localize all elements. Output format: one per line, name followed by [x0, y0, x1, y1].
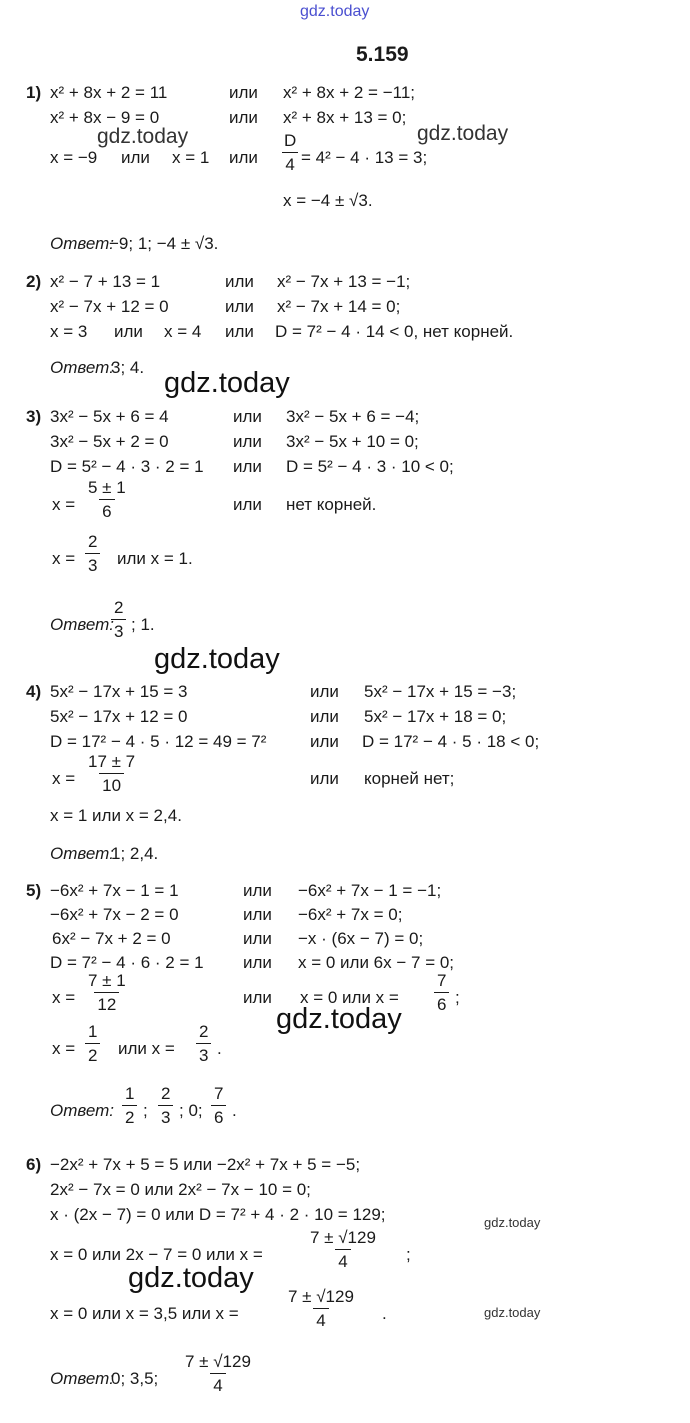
equation: D = 17² − 4 · 5 · 12 = 49 = 7² [50, 732, 267, 751]
or-word: или [229, 148, 258, 167]
equation: 5x² − 17x + 15 = −3; [364, 682, 517, 701]
fraction [85, 479, 129, 520]
fraction [182, 1353, 254, 1394]
or-word: или [310, 707, 339, 726]
equation: x = 0 или x = 3,5 или x = [50, 1304, 239, 1323]
fraction [85, 972, 129, 1013]
equation: или x = [118, 1039, 175, 1058]
numerator: 7 ± 1 [88, 971, 126, 990]
equation: 5x² − 17x + 15 = 3 [50, 682, 188, 701]
or-word: или [233, 495, 262, 514]
fraction [285, 1288, 357, 1329]
fraction [307, 1229, 379, 1270]
equation: D = 5² − 4 · 3 · 2 = 1 [50, 457, 204, 476]
watermark: gdz.today [164, 367, 290, 399]
denominator: 3 [111, 619, 126, 640]
numerator: 1 [125, 1084, 135, 1103]
equation: x = [52, 988, 76, 1007]
answer: . [232, 1101, 237, 1120]
numerator: 2 [88, 532, 98, 551]
part-number: 2) [26, 272, 42, 291]
equation: x = 0 или x = [300, 988, 399, 1007]
numerator: 1 [88, 1022, 98, 1041]
part-number: 4) [26, 682, 42, 701]
equation: x² − 7x + 13 = −1; [277, 272, 411, 291]
denominator: 2 [85, 1043, 100, 1064]
denominator: 3 [85, 553, 100, 574]
or-word: или [225, 272, 254, 291]
denominator: 4 [313, 1308, 328, 1329]
fraction [158, 1085, 173, 1126]
numerator: 2 [199, 1022, 209, 1041]
denominator: 4 [210, 1373, 225, 1394]
fraction [85, 533, 100, 574]
or-word: или [233, 432, 262, 451]
equation: = 4² − 4 · 13 = 3; [301, 148, 428, 167]
fraction [122, 1085, 137, 1126]
equation: x² + 8x − 9 = 0 [50, 108, 160, 127]
answer-label: Ответ: [50, 1369, 115, 1388]
watermark: gdz.today [484, 1215, 541, 1230]
denominator: 3 [196, 1043, 211, 1064]
equation: x = −4 ± √3. [283, 191, 373, 210]
equation: ; [406, 1245, 411, 1264]
equation: x² − 7 + 13 = 1 [50, 272, 161, 291]
equation: 5x² − 17x + 18 = 0; [364, 707, 507, 726]
answer: 3; 4. [111, 358, 145, 377]
equation: x² − 7x + 14 = 0; [277, 297, 401, 316]
watermark: gdz.today [97, 125, 189, 148]
equation: x = 1 [172, 148, 210, 167]
equation: −6x² + 7x − 1 = −1; [298, 881, 442, 900]
or-word: или [114, 322, 143, 341]
denominator: 12 [94, 992, 119, 1013]
equation: −6x² + 7x − 2 = 0 [50, 905, 179, 924]
watermark: gdz.today [154, 643, 280, 675]
equation: x = 4 [164, 322, 202, 341]
or-word: или [243, 881, 272, 900]
equation: x = 0 или 2x − 7 = 0 или x = [50, 1245, 263, 1264]
equation: 2x² − 7x = 0 или 2x² − 7x − 10 = 0; [50, 1180, 311, 1199]
or-word: или [225, 322, 254, 341]
denominator: 4 [335, 1249, 350, 1270]
numerator: 2 [114, 598, 124, 617]
equation: корней нет; [364, 769, 455, 788]
equation: ; [455, 988, 460, 1007]
equation: −x · (6x − 7) = 0; [298, 929, 424, 948]
equation: . [382, 1304, 387, 1323]
equation: D = 7² − 4 · 14 < 0, нет корней. [275, 322, 514, 341]
equation: 3x² − 5x + 6 = 4 [50, 407, 169, 426]
equation: x² + 8x + 13 = 0; [283, 108, 407, 127]
equation: x = [52, 495, 76, 514]
numerator: 17 ± 7 [88, 752, 136, 771]
fraction [85, 1023, 100, 1064]
denominator: 2 [122, 1105, 137, 1126]
equation: x² + 8x + 2 = −11; [283, 83, 415, 102]
answer: ; 0; [179, 1101, 203, 1120]
or-word: или [310, 682, 339, 701]
numerator: 7 [437, 971, 447, 990]
equation: x = 3 [50, 322, 88, 341]
denominator: 3 [158, 1105, 173, 1126]
equation: x = [52, 769, 76, 788]
part-number: 5) [26, 881, 42, 900]
answer-label: Ответ: [50, 844, 115, 863]
equation: x = 0 или 6x − 7 = 0; [298, 953, 455, 972]
equation: нет корней. [286, 495, 377, 514]
or-word: или [229, 83, 258, 102]
equation: x = [52, 1039, 76, 1058]
part-number: 1) [26, 83, 42, 102]
or-word: или [233, 407, 262, 426]
fraction [111, 599, 126, 640]
equation: 3x² − 5x + 6 = −4; [286, 407, 420, 426]
equation: 3x² − 5x + 2 = 0 [50, 432, 169, 451]
equation: или x = 1. [117, 549, 193, 568]
denominator: 4 [282, 152, 297, 173]
equation: 5x² − 17x + 12 = 0 [50, 707, 188, 726]
part-number: 6) [26, 1155, 42, 1174]
equation: x = [52, 549, 76, 568]
equation: x · (2x − 7) = 0 или D = 7² + 4 · 2 · 10 = 129; [50, 1205, 386, 1224]
equation: x = −9 [50, 148, 98, 167]
numerator: 5 ± 1 [88, 478, 126, 497]
fraction [281, 132, 299, 173]
numerator: 7 ± √129 [185, 1352, 251, 1371]
or-word: или [310, 769, 339, 788]
answer: 1; 2,4. [111, 844, 159, 863]
numerator: 7 ± √129 [288, 1287, 354, 1306]
equation: −6x² + 7x = 0; [298, 905, 403, 924]
equation: 6x² − 7x + 2 = 0 [52, 929, 171, 948]
problem-number: 5.159 [356, 43, 409, 66]
watermark: gdz.today [417, 122, 509, 145]
equation: −6x² + 7x − 1 = 1 [50, 881, 179, 900]
answer: 0; 3,5; [111, 1369, 159, 1388]
watermark-top: gdz.today [300, 3, 370, 20]
or-word: или [233, 457, 262, 476]
answer: ; 1. [131, 615, 155, 634]
numerator: D [284, 131, 297, 150]
denominator: 6 [99, 499, 114, 520]
or-word: или [243, 988, 272, 1007]
numerator: 7 [214, 1084, 224, 1103]
equation: −2x² + 7x + 5 = 5 или −2x² + 7x + 5 = −5; [50, 1155, 361, 1174]
fraction [85, 753, 138, 794]
answer-label: Ответ: [50, 358, 115, 377]
fraction [196, 1023, 211, 1064]
answer-label: Ответ: [50, 615, 115, 634]
or-word: или [121, 148, 150, 167]
or-word: или [243, 953, 272, 972]
equation: D = 7² − 4 · 6 · 2 = 1 [50, 953, 204, 972]
equation: x² + 8x + 2 = 11 [50, 83, 168, 102]
or-word: или [243, 929, 272, 948]
denominator: 10 [99, 773, 124, 794]
equation: D = 5² − 4 · 3 · 10 < 0; [286, 457, 454, 476]
equation: D = 17² − 4 · 5 · 18 < 0; [362, 732, 540, 751]
or-word: или [229, 108, 258, 127]
part-number: 3) [26, 407, 42, 426]
watermark: gdz.today [128, 1262, 254, 1294]
or-word: или [243, 905, 272, 924]
equation: x² − 7x + 12 = 0 [50, 297, 169, 316]
or-word: или [225, 297, 254, 316]
answer: ; [143, 1101, 148, 1120]
equation: . [217, 1039, 222, 1058]
equation: x = 1 или x = 2,4. [50, 806, 182, 825]
watermark: gdz.today [276, 1003, 402, 1035]
equation: 3x² − 5x + 10 = 0; [286, 432, 419, 451]
denominator: 6 [434, 992, 449, 1013]
numerator: 7 ± √129 [310, 1228, 376, 1247]
numerator: 2 [161, 1084, 171, 1103]
watermark: gdz.today [484, 1305, 541, 1320]
answer-label: Ответ: [50, 1101, 115, 1120]
answer-label: Ответ: [50, 234, 115, 253]
fraction [434, 972, 449, 1013]
or-word: или [310, 732, 339, 751]
denominator: 6 [211, 1105, 226, 1126]
answer: −9; 1; −4 ± √3. [109, 234, 219, 253]
fraction [211, 1085, 226, 1126]
